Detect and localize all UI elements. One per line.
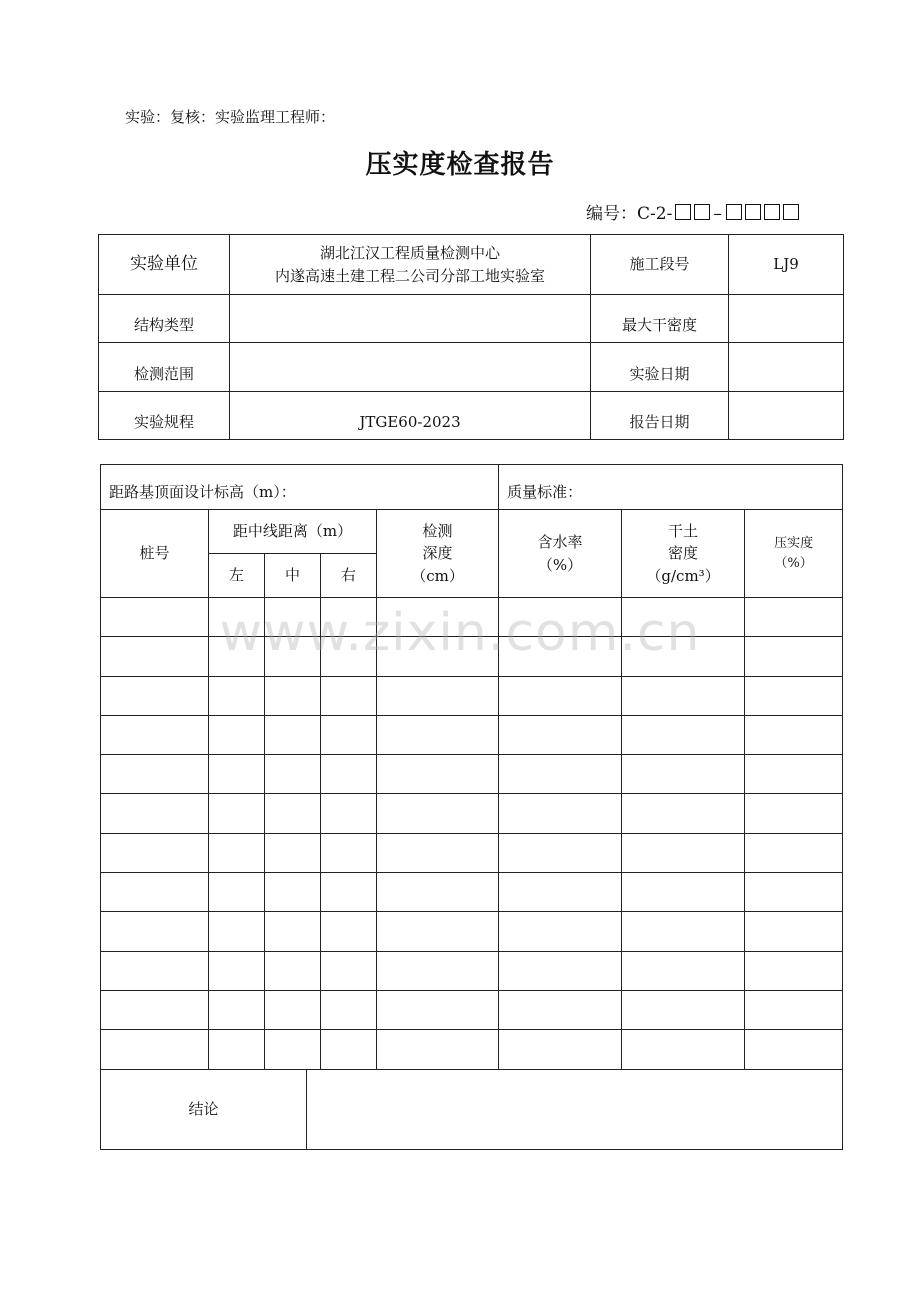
procedure-value: JTGE60-2023	[230, 392, 591, 440]
compaction-header	[745, 510, 843, 598]
moisture-cell[interactable]	[499, 833, 622, 872]
data-row	[101, 1030, 843, 1069]
data-table	[100, 464, 843, 1150]
depth-header-line-1: 检测	[422, 521, 453, 540]
left-cell[interactable]	[209, 715, 265, 754]
depth-header	[377, 510, 499, 598]
data-row	[101, 715, 843, 754]
dry-density-header-line-1: 干土	[668, 521, 699, 540]
center-cell[interactable]	[265, 676, 321, 715]
unit-line-2: 内遂高速土建工程二公司分部工地实验室	[274, 266, 545, 285]
code-dash: –	[713, 204, 722, 224]
report-date-label: 报告日期	[591, 392, 729, 440]
left-cell[interactable]	[209, 794, 265, 833]
data-row	[101, 794, 843, 833]
max-density-label: 最大干密度	[591, 295, 729, 343]
station-cell[interactable]	[101, 990, 209, 1029]
center-header: 中	[265, 554, 321, 598]
depth-cell[interactable]	[377, 1030, 499, 1069]
dry-density-cell[interactable]	[622, 755, 745, 794]
center-cell[interactable]	[265, 794, 321, 833]
data-row	[101, 598, 843, 637]
offset-header: 距中线距离（m）	[209, 510, 377, 554]
procedure-label: 实验规程	[99, 392, 230, 440]
depth-cell[interactable]	[377, 951, 499, 990]
station-cell[interactable]	[101, 912, 209, 951]
depth-cell[interactable]	[377, 873, 499, 912]
left-header: 左	[209, 554, 265, 598]
dry-density-cell[interactable]	[622, 990, 745, 1029]
left-cell[interactable]	[209, 951, 265, 990]
left-cell[interactable]	[209, 676, 265, 715]
watermark: www.zixin.com.cn	[219, 603, 701, 663]
code-box	[764, 204, 780, 220]
dry-density-cell[interactable]	[622, 951, 745, 990]
station-cell[interactable]	[101, 637, 209, 676]
report-code	[586, 199, 799, 224]
right-cell[interactable]	[321, 598, 377, 637]
station-cell[interactable]	[101, 794, 209, 833]
center-cell[interactable]	[265, 715, 321, 754]
left-cell[interactable]	[209, 912, 265, 951]
test-date-value[interactable]	[729, 343, 844, 392]
depth-cell[interactable]	[377, 990, 499, 1029]
moisture-cell[interactable]	[499, 873, 622, 912]
right-cell[interactable]	[321, 990, 377, 1029]
moisture-cell[interactable]	[499, 990, 622, 1029]
report-date-value[interactable]	[729, 392, 844, 440]
left-cell[interactable]	[209, 833, 265, 872]
data-rows	[101, 598, 843, 1070]
compaction-cell[interactable]	[745, 990, 843, 1029]
left-cell[interactable]	[209, 637, 265, 676]
compaction-cell[interactable]	[745, 833, 843, 872]
quality-standard-label: 质量标准：	[499, 465, 843, 510]
left-cell[interactable]	[209, 755, 265, 794]
center-cell[interactable]	[265, 873, 321, 912]
station-cell[interactable]	[101, 833, 209, 872]
unit-line-1: 湖北江汉工程质量检测中心	[319, 244, 500, 262]
compaction-cell[interactable]	[745, 794, 843, 833]
dry-density-cell[interactable]	[622, 833, 745, 872]
station-cell[interactable]	[101, 598, 209, 637]
center-cell[interactable]	[265, 598, 321, 637]
moisture-cell[interactable]	[499, 794, 622, 833]
right-header: 右	[321, 554, 377, 598]
unit-value	[230, 235, 591, 295]
dry-density-cell[interactable]	[622, 676, 745, 715]
range-label: 检测范围	[99, 343, 230, 392]
data-row	[101, 912, 843, 951]
structure-value[interactable]	[230, 295, 591, 343]
station-cell[interactable]	[101, 715, 209, 754]
center-cell[interactable]	[265, 990, 321, 1029]
center-cell[interactable]	[265, 833, 321, 872]
left-cell[interactable]	[209, 990, 265, 1029]
conclusion-value[interactable]	[307, 1069, 843, 1149]
dry-density-header-line-3: （g/cm³）	[646, 566, 720, 585]
depth-cell[interactable]	[377, 755, 499, 794]
compaction-header-line-1: 压实度	[774, 536, 814, 551]
page-title: 压实度检查报告	[365, 150, 555, 180]
compaction-cell[interactable]	[745, 912, 843, 951]
code-box	[675, 204, 691, 220]
dry-density-cell[interactable]	[622, 912, 745, 951]
dry-density-cell[interactable]	[622, 794, 745, 833]
conclusion-label: 结论	[101, 1069, 307, 1149]
dry-density-cell[interactable]	[622, 598, 745, 637]
depth-cell[interactable]	[377, 794, 499, 833]
depth-cell[interactable]	[377, 598, 499, 637]
moisture-cell[interactable]	[499, 951, 622, 990]
data-row	[101, 755, 843, 794]
data-row	[101, 637, 843, 676]
depth-cell[interactable]	[377, 833, 499, 872]
station-cell[interactable]	[101, 1030, 209, 1069]
data-row	[101, 873, 843, 912]
test-date-label: 实验日期	[591, 343, 729, 392]
center-cell[interactable]	[265, 1030, 321, 1069]
left-cell[interactable]	[209, 598, 265, 637]
right-cell[interactable]	[321, 715, 377, 754]
code-box	[783, 204, 799, 220]
right-cell[interactable]	[321, 794, 377, 833]
unit-label: 实验单位	[99, 235, 230, 295]
station-cell[interactable]	[101, 755, 209, 794]
depth-header-line-2: 深度	[422, 544, 453, 563]
right-cell[interactable]	[321, 637, 377, 676]
dry-density-cell[interactable]	[622, 637, 745, 676]
right-cell[interactable]	[321, 951, 377, 990]
right-cell[interactable]	[321, 755, 377, 794]
right-cell[interactable]	[321, 912, 377, 951]
data-row	[101, 951, 843, 990]
moisture-cell[interactable]	[499, 715, 622, 754]
compaction-cell[interactable]	[745, 873, 843, 912]
code-box	[694, 204, 710, 220]
signature-line: 实验：复核：实验监理工程师：	[125, 108, 336, 126]
compaction-cell[interactable]	[745, 598, 843, 637]
compaction-cell[interactable]	[745, 676, 843, 715]
station-cell[interactable]	[101, 676, 209, 715]
compaction-cell[interactable]	[745, 637, 843, 676]
compaction-cell[interactable]	[745, 715, 843, 754]
dry-density-cell[interactable]	[622, 873, 745, 912]
section-label: 施工段号	[591, 235, 729, 295]
moisture-cell[interactable]	[499, 598, 622, 637]
moisture-cell[interactable]	[499, 755, 622, 794]
compaction-header-line-2: （%）	[774, 555, 813, 571]
dry-density-cell[interactable]	[622, 1030, 745, 1069]
data-row	[101, 676, 843, 715]
moisture-header	[499, 510, 622, 598]
dry-density-header-line-2: 密度	[668, 544, 699, 563]
depth-cell[interactable]	[377, 715, 499, 754]
center-cell[interactable]	[265, 912, 321, 951]
depth-cell[interactable]	[377, 676, 499, 715]
moisture-cell[interactable]	[499, 637, 622, 676]
center-cell[interactable]	[265, 755, 321, 794]
compaction-cell[interactable]	[745, 755, 843, 794]
code-box	[726, 204, 742, 220]
elevation-label: 距路基顶面设计标高（m）：	[101, 465, 499, 510]
section-value: LJ9	[729, 235, 844, 295]
data-row	[101, 990, 843, 1029]
report-code-label: 编号：C-2-	[586, 204, 673, 224]
station-cell[interactable]	[101, 951, 209, 990]
moisture-cell[interactable]	[499, 1030, 622, 1069]
max-density-value[interactable]	[729, 295, 844, 343]
station-header: 桩号	[101, 510, 209, 598]
right-cell[interactable]	[321, 676, 377, 715]
center-cell[interactable]	[265, 951, 321, 990]
dry-density-header	[622, 510, 745, 598]
data-row	[101, 833, 843, 872]
structure-label: 结构类型	[99, 295, 230, 343]
compaction-cell[interactable]	[745, 1030, 843, 1069]
range-value[interactable]	[230, 343, 591, 392]
center-cell[interactable]	[265, 637, 321, 676]
moisture-header-line-1: 含水率	[537, 533, 583, 551]
code-box	[745, 204, 761, 220]
dry-density-cell[interactable]	[622, 715, 745, 754]
compaction-cell[interactable]	[745, 951, 843, 990]
moisture-header-line-2: （%）	[537, 555, 583, 574]
right-cell[interactable]	[321, 873, 377, 912]
depth-cell[interactable]	[377, 637, 499, 676]
left-cell[interactable]	[209, 1030, 265, 1069]
depth-header-line-3: （cm）	[411, 566, 464, 585]
station-cell[interactable]	[101, 873, 209, 912]
moisture-cell[interactable]	[499, 912, 622, 951]
left-cell[interactable]	[209, 873, 265, 912]
right-cell[interactable]	[321, 833, 377, 872]
info-table	[98, 234, 844, 440]
right-cell[interactable]	[321, 1030, 377, 1069]
moisture-cell[interactable]	[499, 676, 622, 715]
depth-cell[interactable]	[377, 912, 499, 951]
